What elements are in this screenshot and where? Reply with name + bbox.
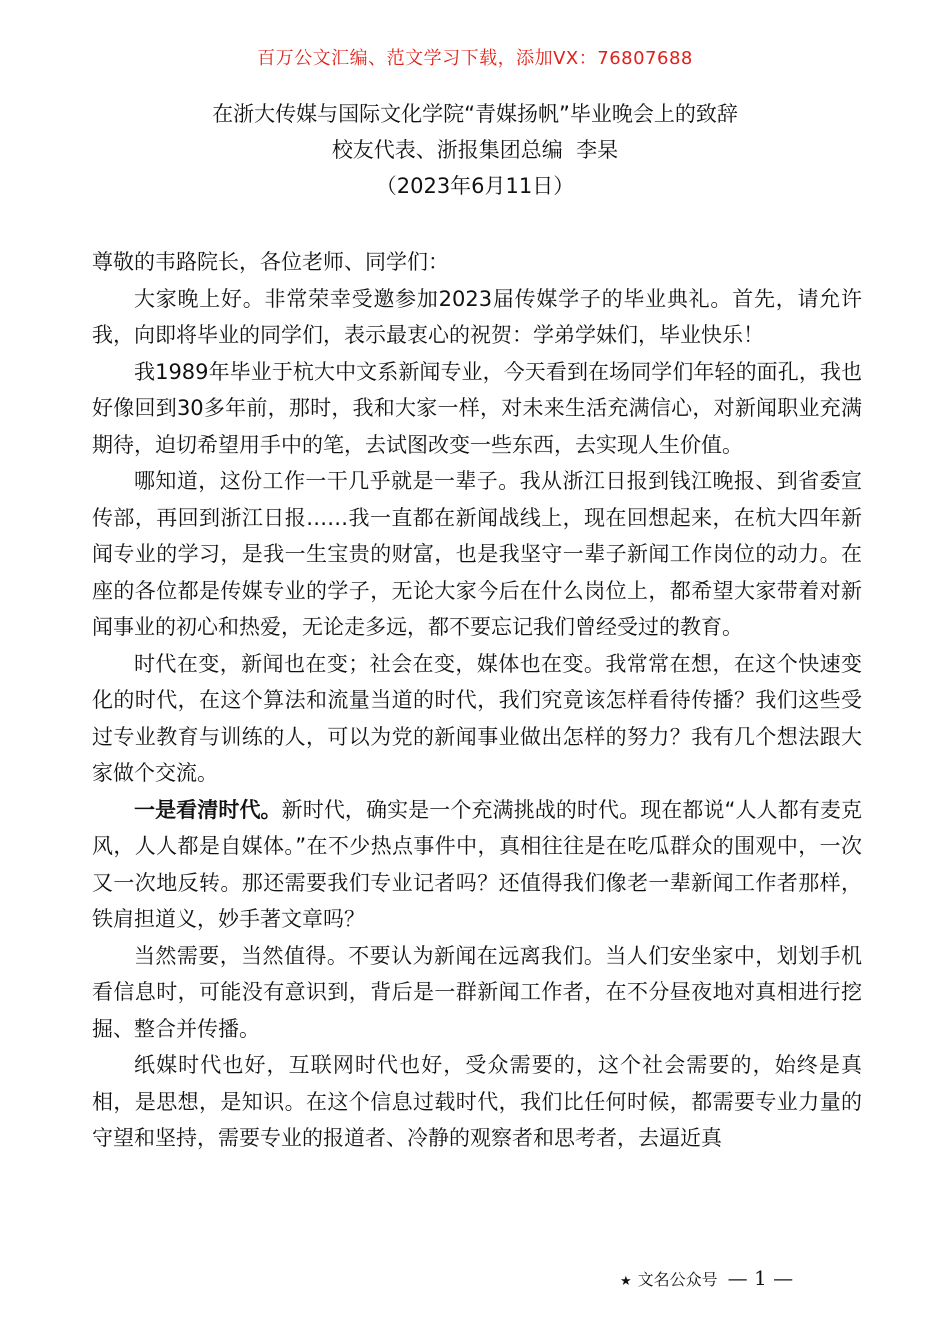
document-title: 在浙大传媒与国际文化学院“青媒扬帆”毕业晚会上的致辞: [212, 102, 738, 126]
speaker-line: 校友代表、浙报集团总编 李杲: [331, 138, 619, 162]
document-header: [0, 96, 950, 204]
paragraph-6: 当然需要，当然值得。不要认为新闻在远离我们。当人们安坐家中，划划手机看信息时，可能没有意识到，背后是一群新闻工作者，在不分昼夜地对真相进行挖掘、整合并传播。: [92, 943, 862, 1041]
paragraph-7: 纸媒时代也好，互联网时代也好，受众需要的，这个社会需要的，始终是真相，是思想，是知识。在这个信息过载时代，我们比任何时候，都需要专业力量的守望和坚持，需要专业的报道者、冷静的观察者和思考者，去逼近真: [92, 1053, 862, 1150]
paragraph-2: 我1989年毕业于杭大中文系新闻专业，今天看到在场同学们年轻的面孔，我也好像回到30多年前，那时，我和大家一样，对未来生活充满信心，对新闻职业充满期待，迫切希望用手中的笔，去试图改变一些东西，去实现人生价值。: [92, 359, 862, 457]
footer-label: 文名公众号: [637, 1270, 718, 1289]
star-icon: ★: [620, 1274, 632, 1289]
page-number: — 1 —: [727, 1266, 794, 1290]
speech-date: （2023年6月11日）: [375, 174, 575, 198]
paragraph-5: [92, 792, 862, 938]
section-heading-1: 一是看清时代。: [134, 797, 282, 822]
paragraph-4: 时代在变，新闻也在变；社会在变，媒体也在变。我常常在想，在这个快速变化的时代，在这个算法和流量当道的时代，我们究竟该怎样看待传播？我们这些受过专业教育与训练的人，可以为党的新闻事业做出怎样的努力？我有几个想法跟大家做个交流。: [92, 651, 862, 785]
download-banner: 百万公文汇编、范文学习下载，添加VX：76807688: [257, 48, 693, 69]
paragraph-5-text: 新时代，确实是一个充满挑战的时代。现在都说“人人都有麦克风，人人都是自媒体。”在不少热点事件中，真相往往是在吃瓜群众的围观中，一次又一次地反转。那还需要我们专业记者吗？还值得我们像老一辈新闻工作者那样，铁肩担道义，妙手著文章吗？: [92, 797, 862, 931]
salutation: 尊敬的韦路院长，各位老师、同学们：: [92, 250, 449, 274]
paragraph-1: 大家晚上好。非常荣幸受邀参加2023届传媒学子的毕业典礼。首先，请允许我，向即将毕业的同学们，表示最衷心的祝贺：学弟学妹们，毕业快乐！: [92, 286, 862, 347]
page-footer: [620, 1266, 793, 1290]
speech-body: [92, 244, 862, 1157]
paragraph-3: 哪知道，这份工作一干几乎就是一辈子。我从浙江日报到钱江晚报、到省委宣传部，再回到浙江日报……我一直都在新闻战线上，现在回想起来，在杭大四年新闻专业的学习，是我一生宝贵的财富，也是我坚守一辈子新闻工作岗位的动力。在座的各位都是传媒专业的学子，无论大家今后在什么岗位上，都希望大家带着对新闻事业的初心和热爱，无论走多远，都不要忘记我们曾经受过的教育。: [92, 469, 862, 639]
